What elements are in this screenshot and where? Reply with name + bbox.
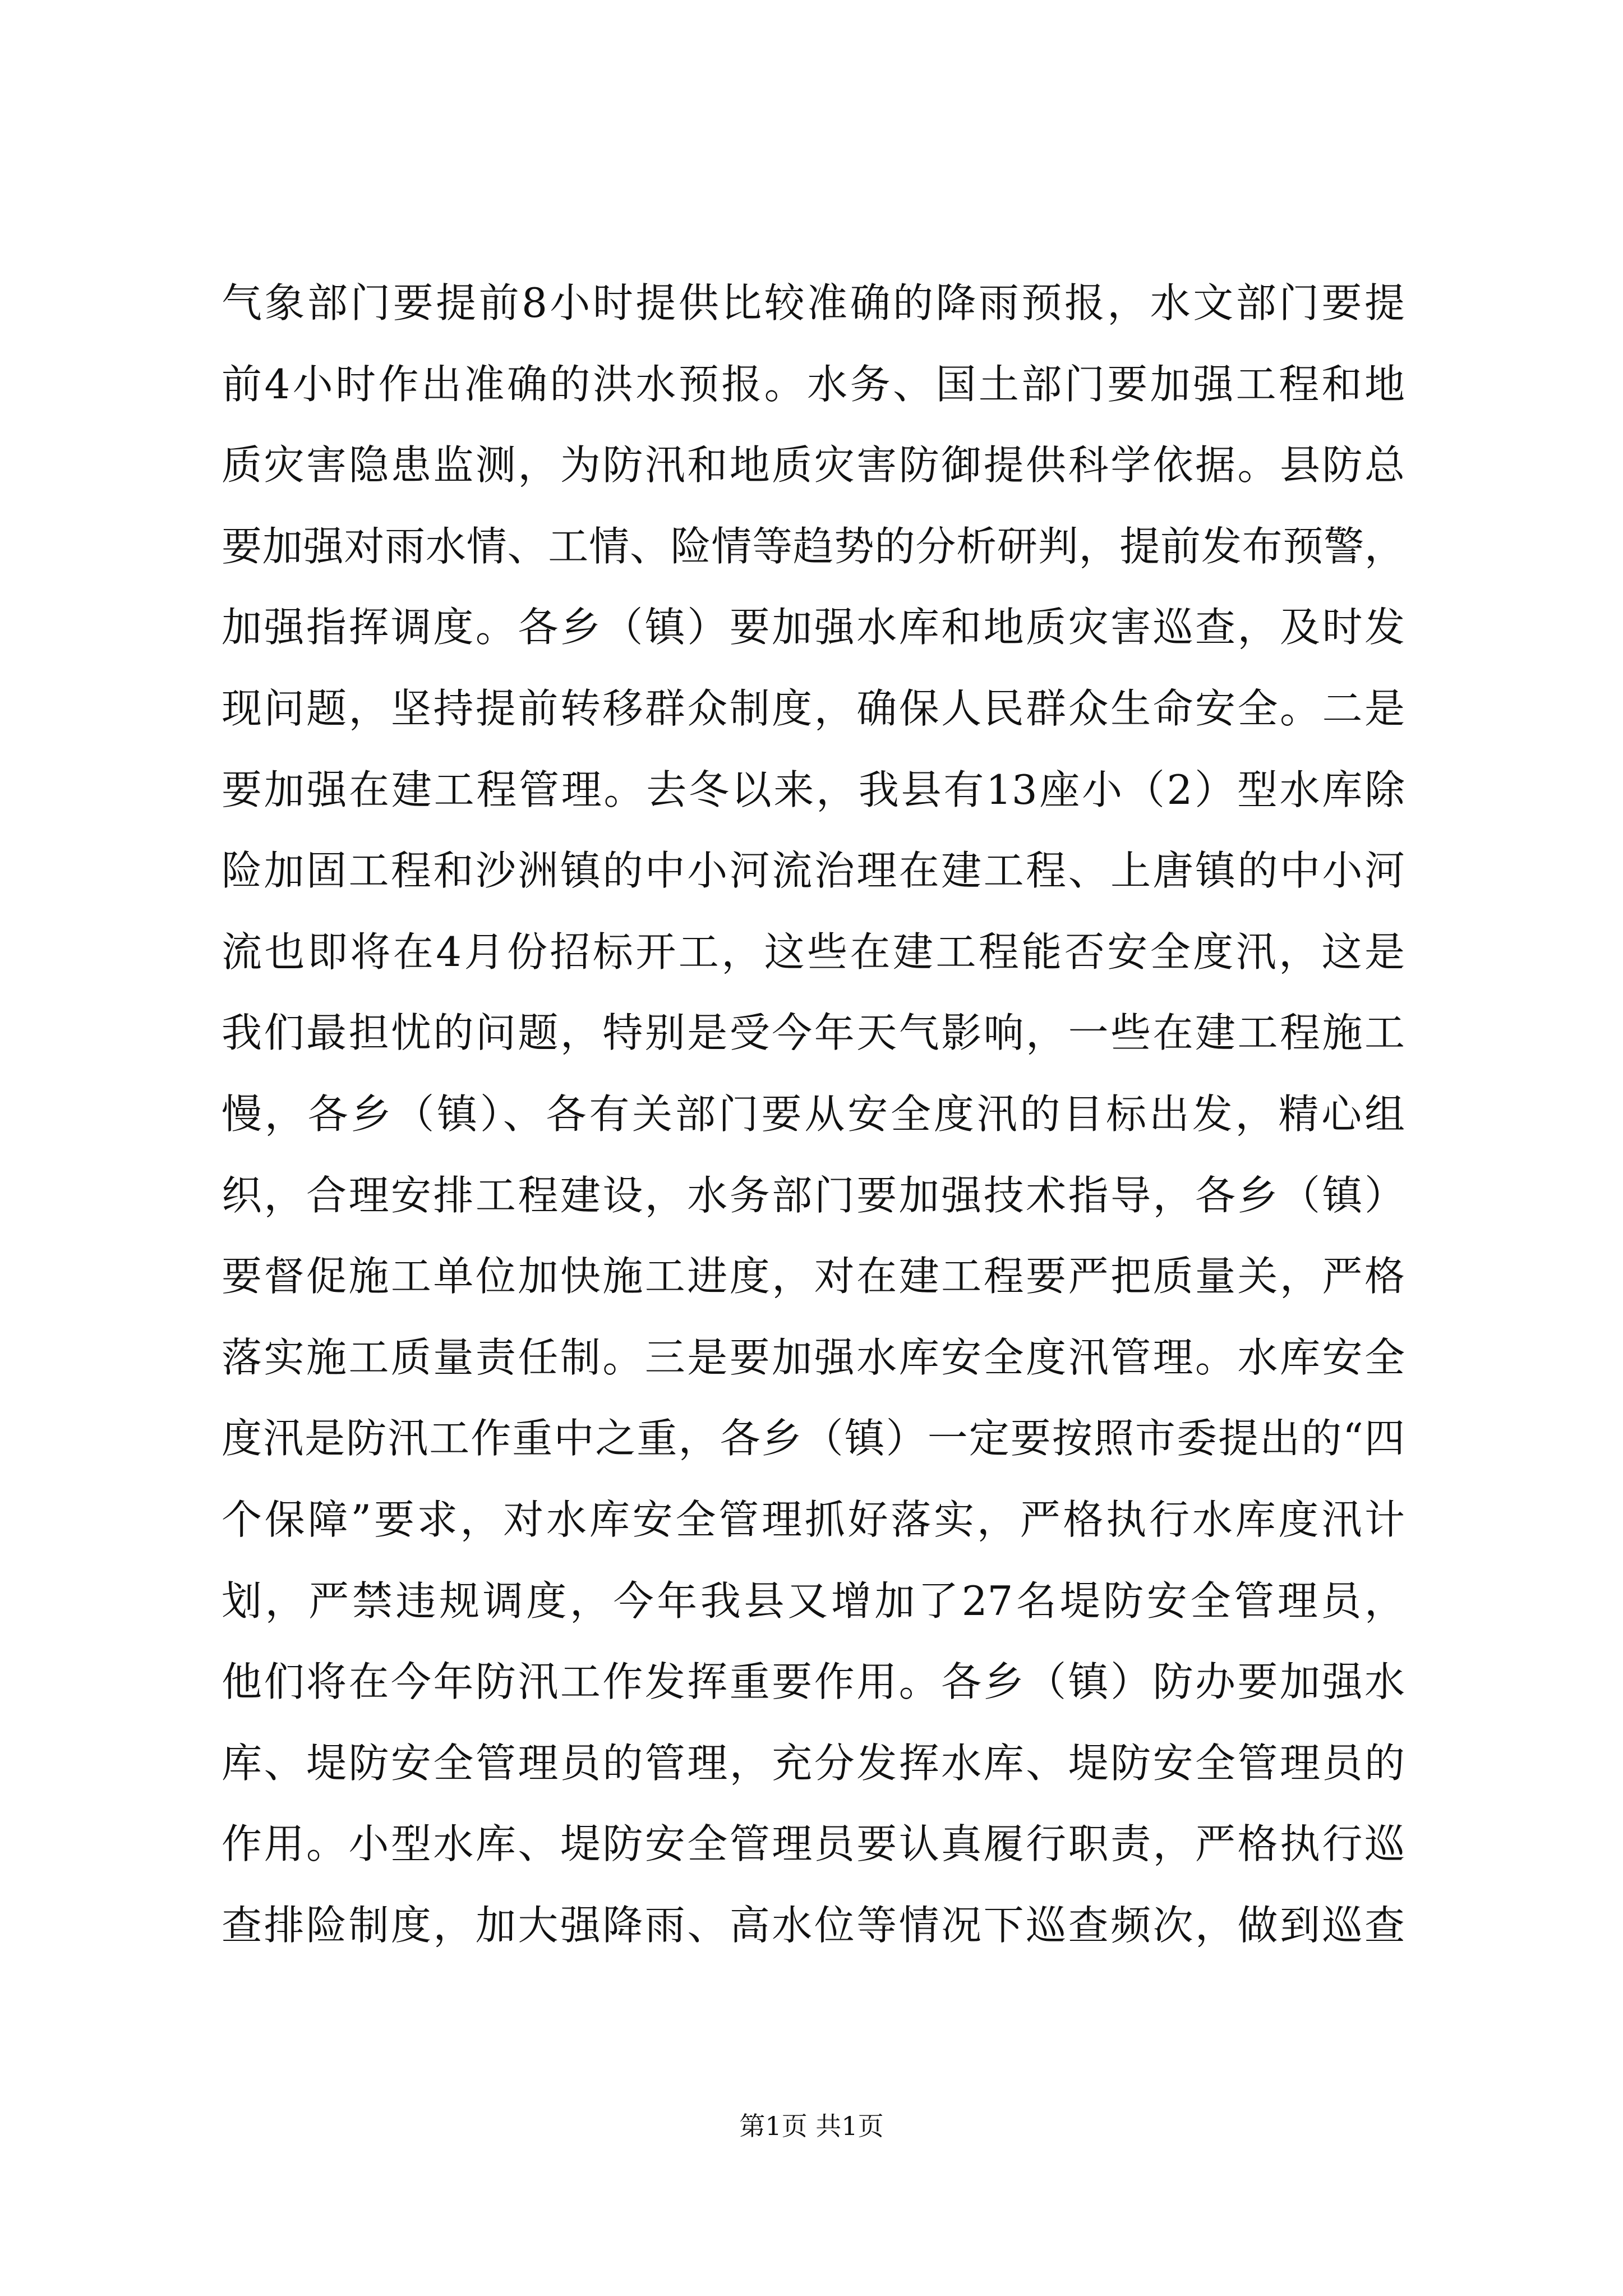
text-line: 织，合理安排工程建设，水务部门要加强技术指导，各乡（镇） <box>222 1171 1405 1219</box>
text-line: 要加强对雨水情、工情、险情等趋势的分析研判，提前发布预警， <box>222 522 1405 570</box>
text-line: 质灾害隐患监测，为防汛和地质灾害防御提供科学依据。县防总 <box>222 441 1405 489</box>
text-line: 库、堤防安全管理员的管理，充分发挥水库、堤防安全管理员的 <box>222 1739 1405 1787</box>
text-line: 前4小时作出准确的洪水预报。水务、国土部门要加强工程和地 <box>222 360 1405 408</box>
text-line: 现问题，坚持提前转移群众制度，确保人民群众生命安全。二是 <box>222 684 1405 732</box>
text-line: 度汛是防汛工作重中之重，各乡（镇）一定要按照市委提出的“四 <box>222 1415 1405 1462</box>
text-line: 要加强在建工程管理。去冬以来，我县有13座小（2）型水库除 <box>222 766 1405 813</box>
text-line: 落实施工质量责任制。三是要加强水库安全度汛管理。水库安全 <box>222 1333 1405 1381</box>
text-line: 作用。小型水库、堤防安全管理员要认真履行职责，严格执行巡 <box>222 1820 1405 1868</box>
text-line: 查排险制度，加大强降雨、高水位等情况下巡查频次，做到巡查 <box>222 1901 1405 1949</box>
text-line: 气象部门要提前8小时提供比较准确的降雨预报，水文部门要提 <box>222 279 1405 326</box>
text-line: 加强指挥调度。各乡（镇）要加强水库和地质灾害巡查，及时发 <box>222 604 1405 651</box>
text-line: 要督促施工单位加快施工进度，对在建工程要严把质量关，严格 <box>222 1253 1405 1300</box>
text-line: 险加固工程和沙洲镇的中小河流治理在建工程、上唐镇的中小河 <box>222 847 1405 895</box>
text-line: 慢，各乡（镇）、各有关部门要从安全度汛的目标出发，精心组 <box>222 1090 1405 1138</box>
text-line: 个保障”要求，对水库安全管理抓好落实，严格执行水库度汛计 <box>222 1496 1405 1543</box>
text-line: 我们最担忧的问题，特别是受今年天气影响，一些在建工程施工 <box>222 1009 1405 1057</box>
text-line: 划，严禁违规调度，今年我县又增加了27名堤防安全管理员， <box>222 1577 1405 1625</box>
body-paragraph <box>222 263 1405 1966</box>
text-line: 他们将在今年防汛工作发挥重要作用。各乡（镇）防办要加强水 <box>222 1658 1405 1706</box>
page-number: 第1页 共1页 <box>739 2111 884 2141</box>
text-line: 流也即将在4月份招标开工，这些在建工程能否安全度汛，这是 <box>222 928 1405 976</box>
page-footer <box>0 2109 1623 2143</box>
